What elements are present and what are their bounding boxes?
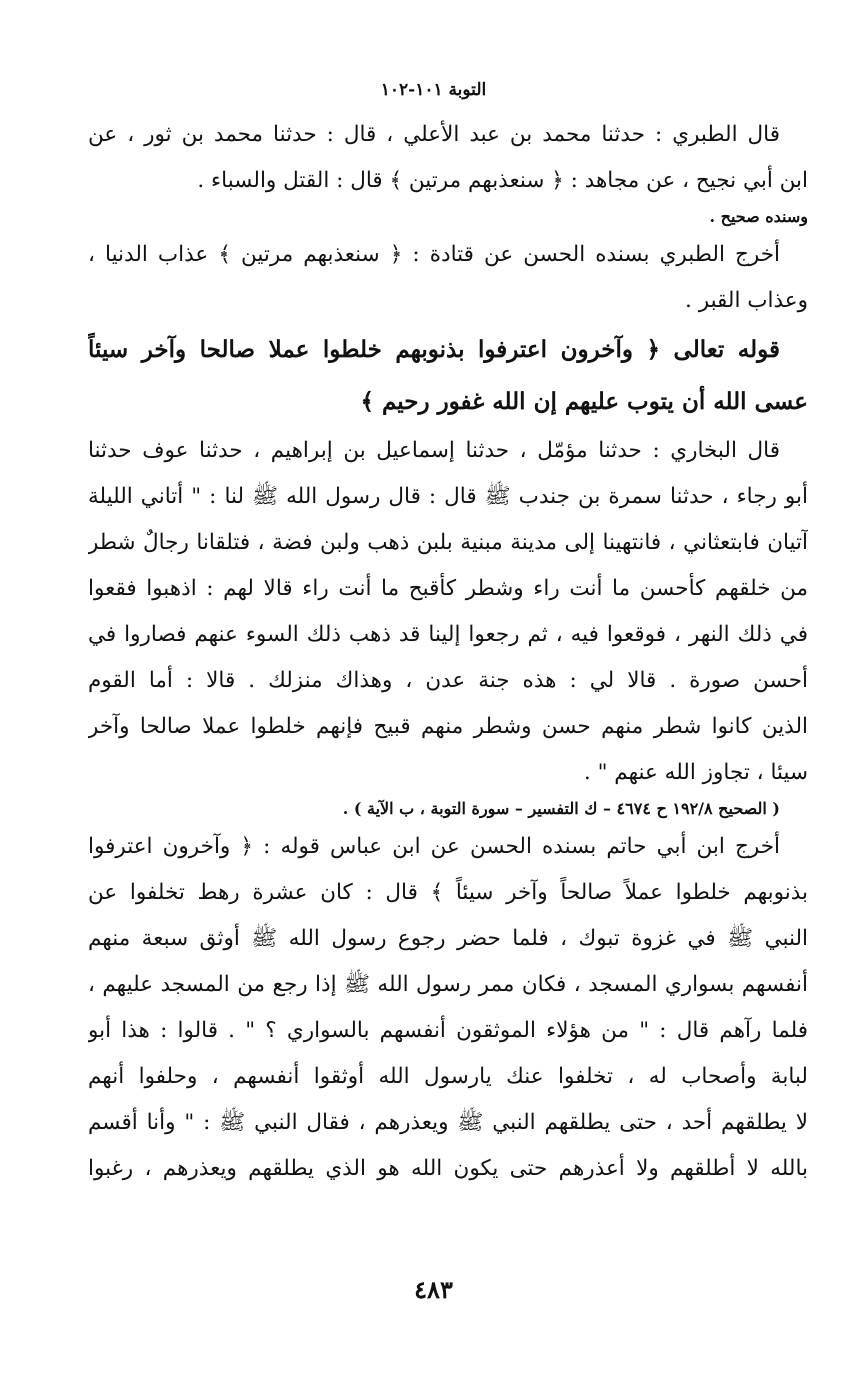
text-line: آتيان فابتعثاني ، فانتهينا إلى مدينة مبنية بلبن ذهب ولبن فضة ، فتلقانا رجالٌ شطر (88, 530, 808, 555)
text-line: أخرج ابن أبي حاتم بسنده الحسن عن ابن عباس قوله : ﴿ وآخرون اعترفوا (88, 834, 780, 859)
text-line: سيئا ، تجاوز الله عنهم " . (583, 760, 808, 785)
text-line: من خلقهم كأحسن ما أنت راء وشطر كأقبح ما أنت راء قالا لهم : اذهبوا فقعوا (88, 576, 808, 601)
text-line: بذنوبهم خلطوا عملاً صالحاً وآخر سيئاً ﴾ قال : كان عشرة رهط تخلفوا عن (88, 880, 808, 905)
text-line: لا يطلقهم أحد ، حتى يطلقهم النبي ﷺ ويعذرهم ، فقال النبي ﷺ : " وأنا أقسم (88, 1110, 808, 1135)
text-line: وعذاب القبر . (685, 288, 808, 313)
text-line: لبابة وأصحاب له ، تخلفوا عنك يارسول الله أوثقوا أنفسهم ، وحلفوا أنهم (88, 1064, 808, 1089)
text-line: أنفسهم بسواري المسجد ، فكان ممر رسول الله ﷺ إذا رجع من المسجد عليهم ، (88, 972, 808, 997)
text-line: بالله لا أطلقهم ولا أعذرهم حتى يكون الله هو الذي يطلقهم ويعذرهم ، رغبوا (88, 1156, 808, 1181)
text-line: قال البخاري : حدثنا مؤمّل ، حدثنا إسماعيل بن إبراهيم ، حدثنا عوف حدثنا (88, 438, 780, 463)
text-line: قال الطبري : حدثنا محمد بن عبد الأعلي ، قال : حدثنا محمد بن ثور ، عن (88, 122, 780, 147)
source-reference: ( الصحيح ١٩٢/٨ ح ٤٦٧٤ – ك التفسير – سورة التوبة ، ب الآية ) . (342, 799, 780, 818)
text-line: أخرج الطبري بسنده الحسن عن قتادة : ﴿ سنعذبهم مرتين ﴾ عذاب الدنيا ، (88, 242, 780, 267)
text-line: في ذلك النهر ، فوقعوا فيه ، ثم رجعوا إلينا قد ذهب ذلك السوء عنهم فصاروا في (88, 622, 808, 647)
text-line: أبو رجاء ، حدثنا سمرة بن جندب ﷺ قال : قال رسول الله ﷺ لنا : " أتاني الليلة (88, 484, 808, 509)
verse-heading: عسى الله أن يتوب عليهم إن الله غفور رحيم ﴾ (360, 388, 808, 415)
running-header: التوبة ١٠١-١٠٢ (380, 80, 487, 100)
verse-heading: قوله تعالى ﴿ وآخرون اعترفوا بذنوبهم خلطوا عملا صالحا وآخر سيئاً (88, 336, 780, 363)
text-line: ابن أبي نجيح ، عن مجاهد : ﴿ سنعذبهم مرتين ﴾ قال : القتل والسباء . (197, 168, 808, 193)
page-body (88, 112, 808, 1192)
text-line: النبي ﷺ في غزوة تبوك ، فلما حضر رجوع رسول الله ﷺ أوثق سبعة منهم (88, 926, 808, 951)
text-line: أحسن صورة . قالا لي : هذه جنة عدن ، وهذاك منزلك . قالا : أما القوم (88, 668, 808, 693)
text-line: فلما رآهم قال : " من هؤلاء الموثقون أنفسهم بالسواري ؟ " . قالوا : هذا أبو (88, 1018, 808, 1043)
page-number: ٤٨٣ (414, 1275, 453, 1304)
source-note: وسنده صحيح . (709, 207, 808, 226)
text-line: الذين كانوا شطر منهم حسن وشطر منهم قبيح فإنهم خلطوا عملا صالحا وآخر (88, 714, 808, 739)
